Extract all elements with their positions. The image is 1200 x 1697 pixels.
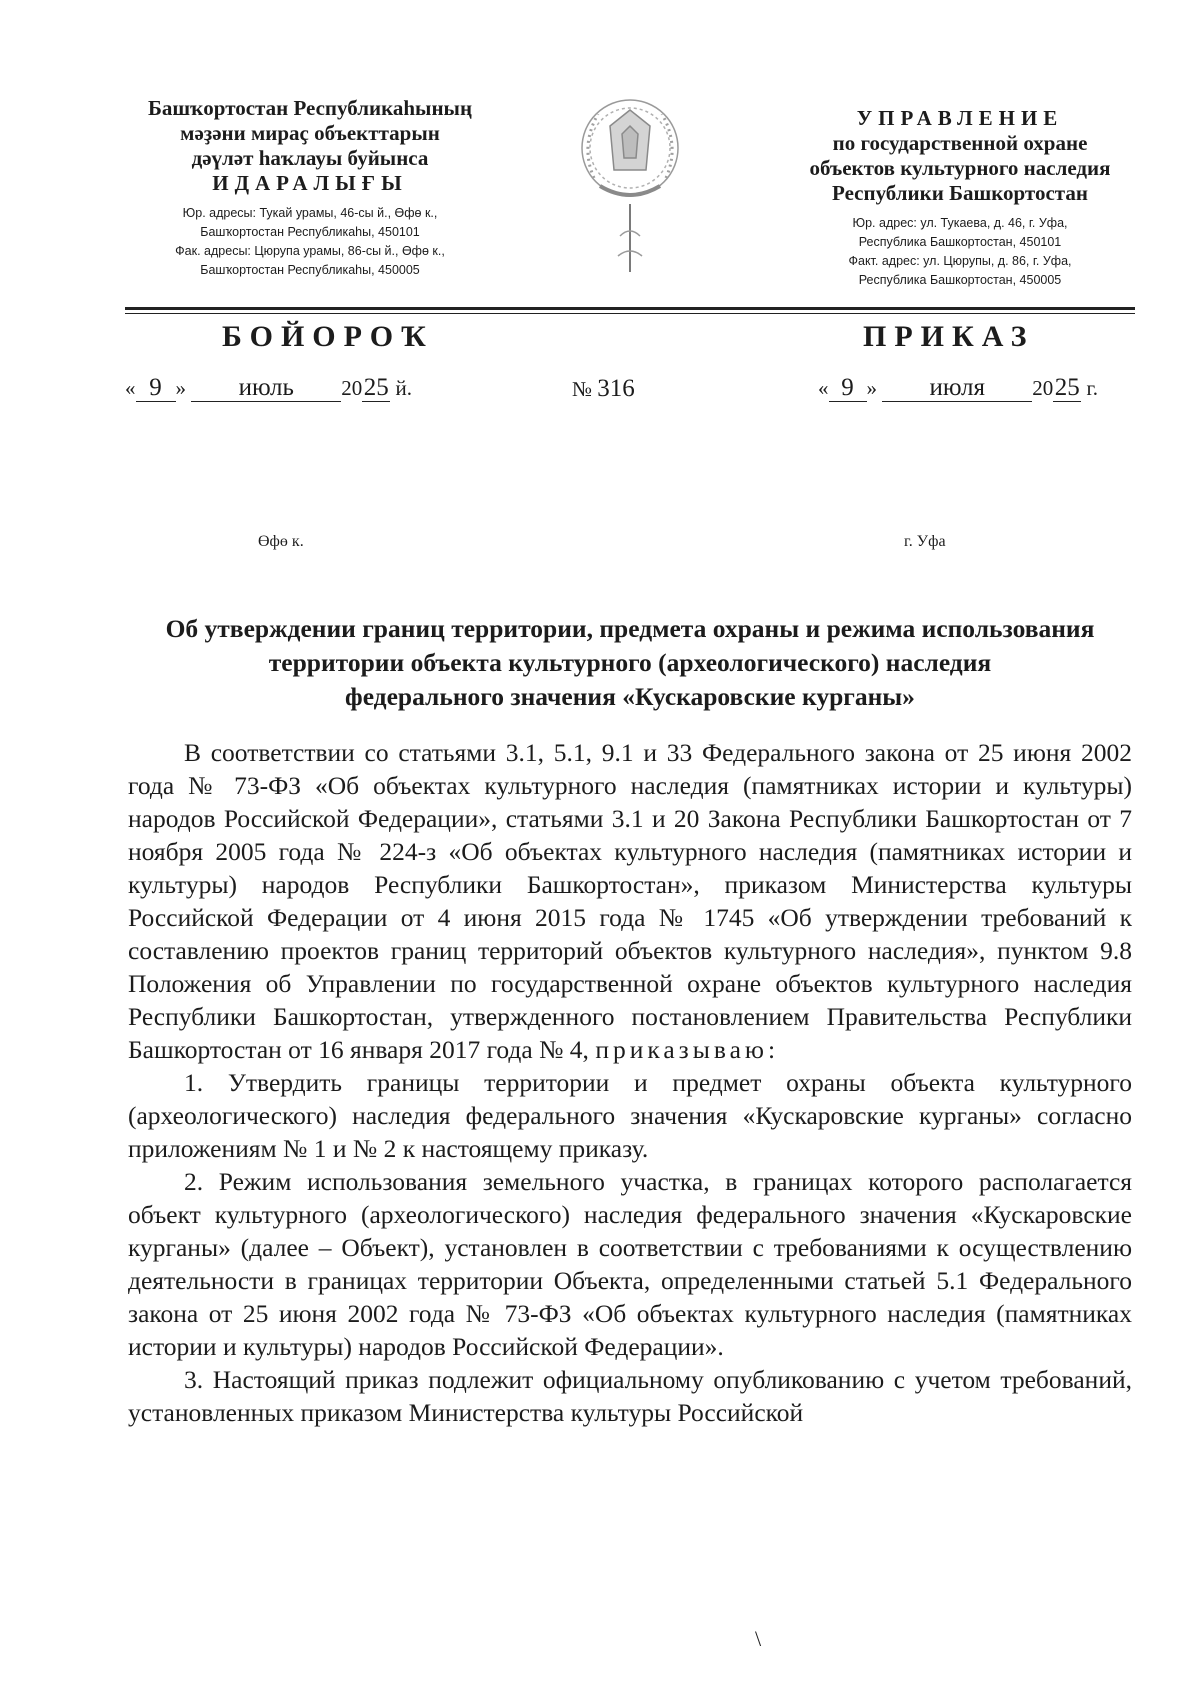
item-3-paragraph: 3. Настоящий приказ подлежит официальному опубликованию с учетом требований, установленных приказом Министерства культуры Российской — [128, 1365, 1132, 1427]
org-name-bashkir-line4: ИДАРАЛЫҒЫ — [212, 171, 408, 195]
date-bashkir-suffix: й. — [395, 376, 412, 400]
order-word: приказываю: — [595, 1035, 780, 1064]
document-title-line2: территории объекта культурного (археологического) наследия — [268, 648, 992, 677]
address-russian-line4: Республика Башкортостан, 450005 — [858, 273, 1062, 287]
date-bashkir-open-quote: « — [125, 376, 136, 400]
date-bashkir-close-quote: » — [175, 376, 186, 400]
date-bashkir-month: июль — [191, 375, 341, 402]
address-russian-line1: Юр. адрес: ул. Тукаева, д. 46, г. Уфа, — [852, 216, 1068, 230]
address-bashkir-line4: Башҡортостан Республикаһы, 450005 — [200, 263, 420, 277]
header-divider-thin — [125, 313, 1135, 314]
doc-type-russian: ПРИКАЗ — [863, 320, 1035, 353]
item-1-paragraph: 1. Утвердить границы территории и предмет охраны объекта культурного (археологического) наследия федерального значения «Кускаровские курганы» согласно приложениям № 1 и № 2 к настоящему приказу. — [128, 1068, 1132, 1163]
address-bashkir-line1: Юр. адресы: Тукай урамы, 46-сы й., Өфө к., — [182, 206, 438, 220]
header-divider-thick — [125, 307, 1135, 310]
order-number-value: 316 — [597, 375, 635, 402]
org-name-bashkir-line1: Башҡортостан Республикаһының — [147, 96, 473, 120]
city-russian: г. Уфа — [904, 533, 946, 550]
header-right — [780, 106, 1140, 290]
date-russian-month: июля — [882, 375, 1032, 402]
preamble-text: В соответствии со статьями 3.1, 5.1, 9.1 и 33 Федерального закона от 25 июня 2002 года № 73-ФЗ «Об объектах культурного наследия (памятниках истории и культуры) народов Российской Федерации», статьями 3.1 и 20 Закона Республики Башкортостан от 7 ноября 2005 года № 224-з «Об объектах культурного наследия (памятниках истории и культуры) народов Республики Башкортостан», приказом Министерства культуры Российской Федерации от 4 июня 2015 года № 1745 «Об утверждении требований к составлению проектов границ территорий объектов культурного наследия», пунктом 9.8 Положения об Управлении по государственной охране объектов культурного наследия Республики Башкортостан, утвержденного постановлением Правительства Республики Башкортостан от 16 января 2017 года № 4, — [128, 738, 1132, 1064]
org-name-russian-line2: по государственной охране — [832, 131, 1088, 155]
preamble-paragraph — [128, 736, 1132, 1066]
order-number — [572, 375, 635, 403]
address-russian — [780, 214, 1140, 290]
org-name-bashkir-line2: мәҙәни мираҫ объекттарын — [180, 121, 440, 145]
city-bashkir: Өфө к. — [258, 533, 304, 550]
org-name-russian-line3: объектов культурного наследия — [809, 156, 1111, 180]
address-russian-line2: Республика Башкортостан, 450101 — [858, 235, 1062, 249]
address-bashkir — [110, 204, 510, 280]
date-bashkir-year-suffix: 25 — [363, 374, 389, 401]
date-russian-suffix: г. — [1086, 376, 1098, 400]
date-russian-day: 9 — [829, 375, 867, 402]
date-russian-year-prefix: 20 — [1032, 376, 1054, 400]
org-name-russian-line4: Республики Башкортостан — [832, 181, 1088, 205]
date-russian — [818, 375, 1098, 402]
header-left — [110, 96, 510, 280]
date-bashkir-year-prefix: 20 — [341, 376, 363, 400]
document-title-line1: Об утверждении границ территории, предмета охраны и режима использования — [165, 614, 1095, 643]
document-title — [125, 612, 1135, 714]
address-bashkir-line2: Башҡортостан Республикаһы, 450101 — [200, 225, 420, 239]
coat-of-arms-emblem — [570, 86, 690, 282]
document-title-line3: федерального значения «Кускаровские курганы» — [345, 682, 915, 711]
address-russian-line3: Факт. адрес: ул. Цюрупы, д. 86, г. Уфа, — [848, 254, 1072, 268]
org-name-russian-line1: УПРАВЛЕНИЕ — [856, 106, 1064, 130]
address-bashkir-line3: Фак. адресы: Цюрупа урамы, 86-сы й., Өфө к., — [175, 244, 445, 258]
date-russian-open-quote: « — [818, 376, 829, 400]
document-body — [128, 736, 1132, 1429]
org-name-bashkir-line3: дәүләт һаҡлауы буйынса — [191, 146, 429, 170]
date-russian-year-suffix: 25 — [1054, 374, 1080, 401]
doc-type-bashkir: БОЙОРОҠ — [222, 320, 434, 353]
item-2-paragraph: 2. Режим использования земельного участка, в границах которого располагается объект культурного (археологического) наследия федерального значения «Кускаровские курганы» (далее – Объект), установлен в соответствии с требованиями к осуществлению деятельности в границах территории Объекта, определенными статьей 5.1 Федерального закона от 25 июня 2002 года № 73-ФЗ «Об объектах культурного наследия (памятниках истории и культуры) народов Российской Федерации». — [128, 1167, 1132, 1361]
date-bashkir-day: 9 — [136, 375, 176, 402]
order-number-sign: № — [572, 377, 593, 401]
date-bashkir — [125, 375, 412, 402]
page-mark: \ — [755, 1626, 762, 1651]
date-russian-close-quote: » — [866, 376, 877, 400]
